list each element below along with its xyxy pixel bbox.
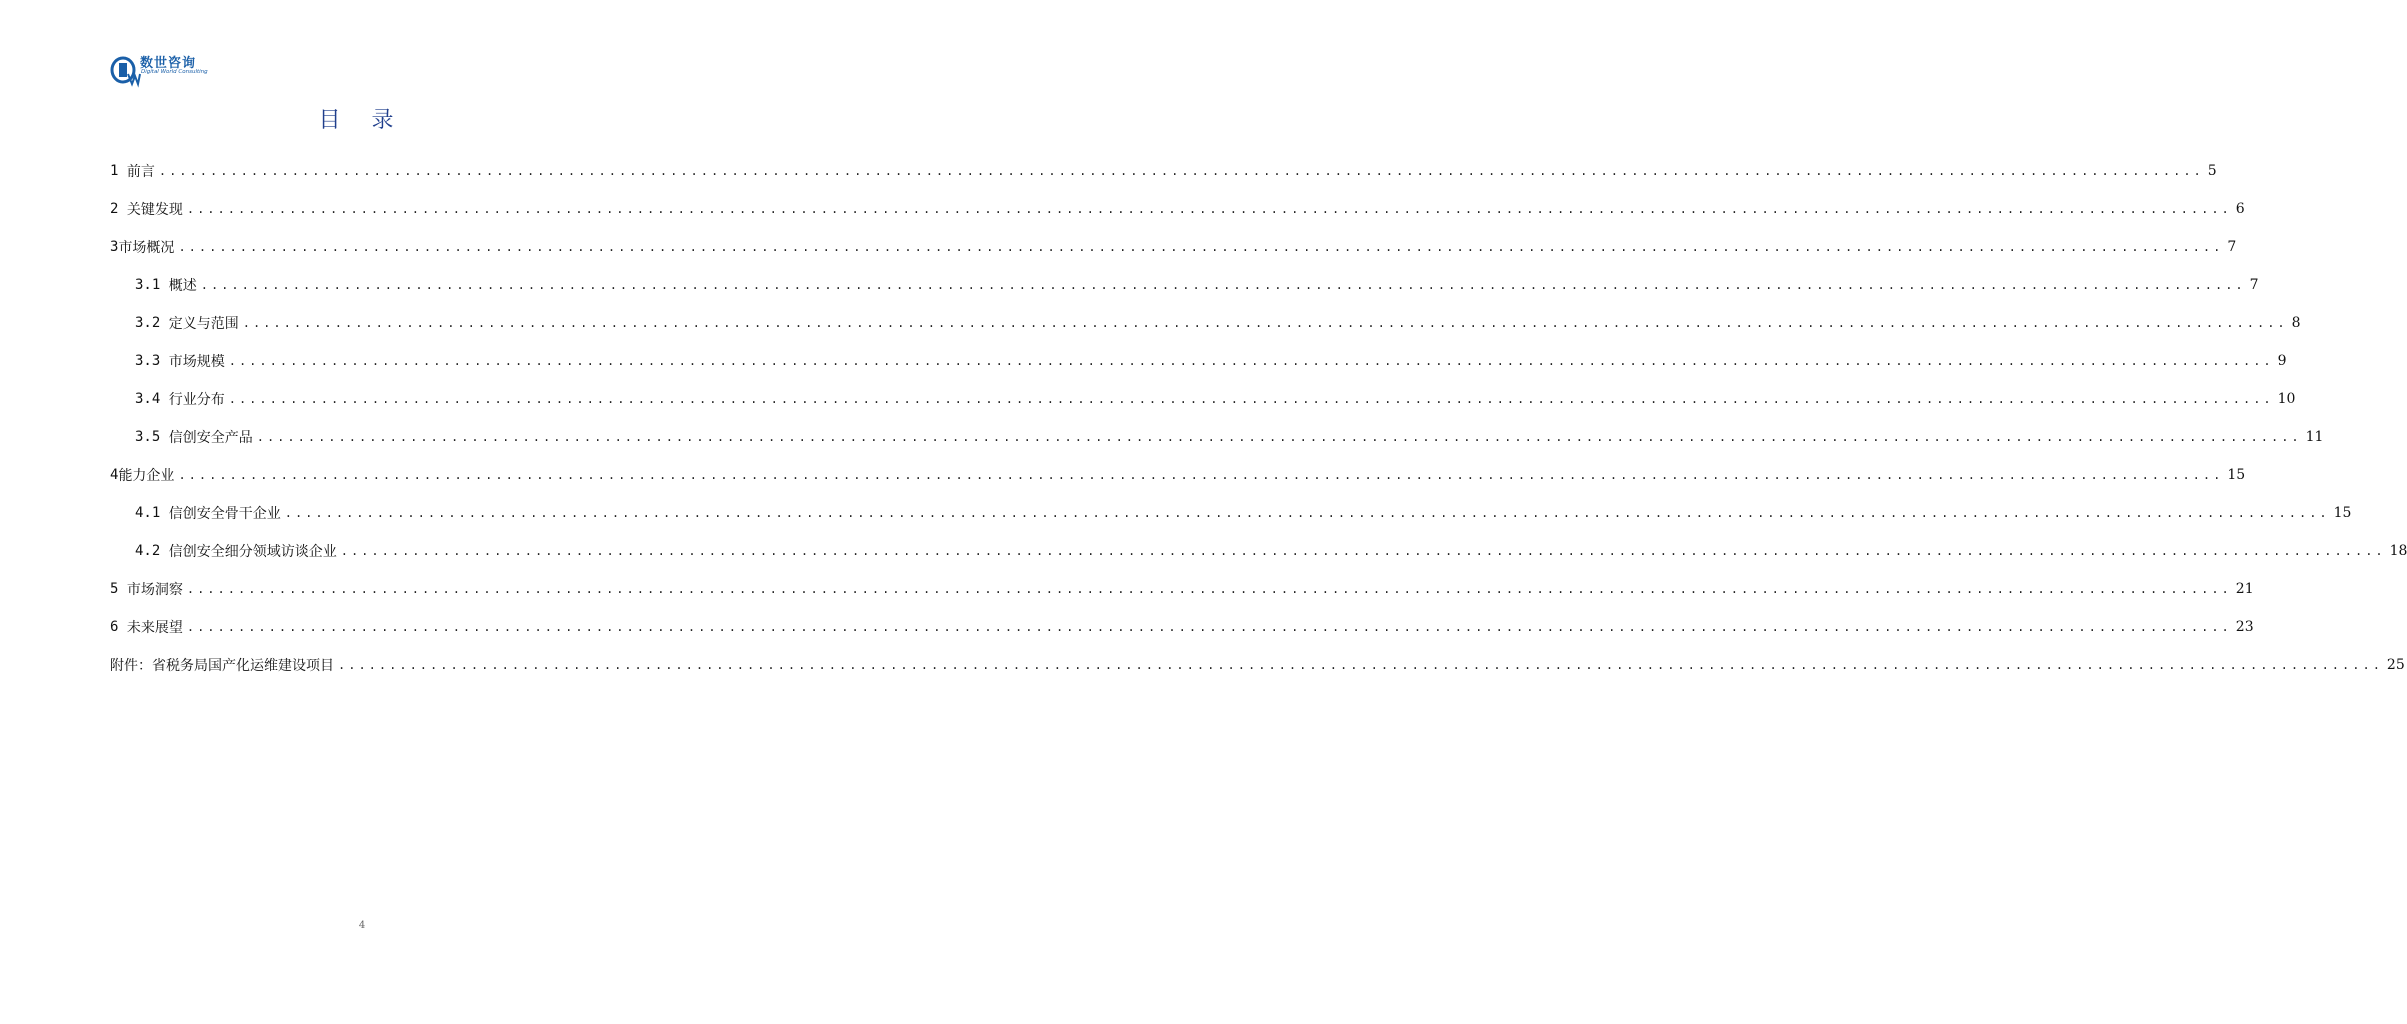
toc-leader-dots: ........................................................................................................................................................................................................ [242, 316, 2288, 330]
toc-entry-label: 行业分布 [168, 392, 225, 408]
toc-leader-dots: ........................................................................................................................................................................................................ [256, 430, 2302, 444]
toc-leader-dots: ........................................................................................................................................................................................................ [338, 658, 2383, 672]
toc-entry-page: 9 [2277, 353, 2287, 369]
toc-entry-label: 市场概况 [118, 240, 175, 256]
toc-leader-dots: ........................................................................................................................................................................................................ [178, 240, 2224, 254]
toc-entry-label: 定义与范围 [168, 316, 239, 332]
toc-entry[interactable] [110, 380, 2296, 418]
toc-entry-page: 7 [2227, 239, 2237, 255]
toc-entry-number: 3.5 [135, 429, 169, 445]
toc-entry-page: 21 [2235, 581, 2254, 597]
toc-leader-dots: ........................................................................................................................................................................................................ [186, 582, 2232, 596]
toc-entry[interactable] [110, 608, 2254, 646]
logo-text: 数世咨询 [140, 56, 197, 71]
toc-entry-page: 15 [2227, 467, 2246, 483]
toc-entry-label: 关键发现 [126, 202, 183, 218]
toc-entry-label: 信创安全骨干企业 [168, 506, 281, 522]
toc-entry-label: 未来展望 [126, 620, 183, 636]
toc-leader-dots: ........................................................................................................................................................................................................ [228, 392, 2274, 406]
toc-entry-page: 8 [2291, 315, 2301, 331]
toc-entry[interactable] [110, 456, 2246, 494]
toc-entry[interactable] [110, 190, 2245, 228]
page-title: 目 录 [318, 108, 406, 133]
toc-leader-dots: ........................................................................................................................................................................................................ [186, 202, 2232, 216]
toc-entry-number: 3.3 [135, 353, 169, 369]
toc-entry[interactable] [110, 266, 2259, 304]
table-of-contents [110, 152, 2407, 684]
toc-entry-label: 附件：省税务局国产化运维建设项目 [110, 658, 334, 674]
toc-entry-number: 4.2 [135, 543, 169, 559]
toc-entry-page: 7 [2249, 277, 2259, 293]
toc-leader-dots: ........................................................................................................................................................................................................ [340, 544, 2386, 558]
toc-entry-number: 6 [110, 619, 127, 635]
toc-entry-number: 5 [110, 581, 127, 597]
toc-entry-page: 18 [2389, 543, 2407, 559]
toc-leader-dots: ........................................................................................................................................................................................................ [158, 164, 2204, 178]
toc-entry-number: 3.1 [135, 277, 169, 293]
toc-entry[interactable] [110, 304, 2301, 342]
toc-entry-page: 15 [2333, 505, 2352, 521]
toc-entry[interactable] [110, 418, 2324, 456]
toc-entry[interactable] [110, 152, 2217, 190]
page-number: 4 [358, 920, 366, 931]
toc-entry-label: 市场规模 [168, 354, 225, 370]
toc-leader-dots: ........................................................................................................................................................................................................ [186, 620, 2232, 634]
toc-entry[interactable] [110, 494, 2352, 532]
toc-entry-label: 信创安全产品 [168, 430, 253, 446]
toc-entry-page: 5 [2207, 163, 2217, 179]
toc-entry[interactable] [110, 228, 2237, 266]
toc-leader-dots: ........................................................................................................................................................................................................ [228, 354, 2274, 368]
toc-entry-number: 3.2 [135, 315, 169, 331]
toc-entry[interactable] [110, 342, 2287, 380]
toc-entry-number: 2 [110, 201, 127, 217]
toc-entry-number: 3.4 [135, 391, 169, 407]
toc-leader-dots: ........................................................................................................................................................................................................ [284, 506, 2330, 520]
toc-entry-page: 23 [2235, 619, 2254, 635]
toc-entry-page: 25 [2386, 657, 2405, 673]
toc-leader-dots: ........................................................................................................................................................................................................ [178, 468, 2224, 482]
toc-entry-label: 能力企业 [118, 468, 175, 484]
toc-entry[interactable] [110, 532, 2407, 570]
toc-entry-label: 市场洞察 [126, 582, 183, 598]
toc-leader-dots: ........................................................................................................................................................................................................ [200, 278, 2246, 292]
toc-entry-number: 3 [110, 239, 119, 255]
toc-entry-number: 1 [110, 163, 127, 179]
toc-entry[interactable] [110, 646, 2405, 684]
logo-mark-icon [110, 52, 140, 86]
toc-entry-number: 4 [110, 467, 119, 483]
toc-entry-page: 6 [2235, 201, 2245, 217]
toc-entry-label: 概述 [168, 278, 197, 294]
toc-entry-label: 前言 [126, 164, 155, 180]
toc-entry[interactable] [110, 570, 2254, 608]
logo-subtext: Digital World Consulting [141, 69, 208, 75]
toc-entry-number: 4.1 [135, 505, 169, 521]
toc-entry-label: 信创安全细分领域访谈企业 [168, 544, 337, 560]
toc-entry-page: 10 [2277, 391, 2296, 407]
toc-entry-page: 11 [2305, 429, 2324, 445]
logo [110, 52, 220, 92]
